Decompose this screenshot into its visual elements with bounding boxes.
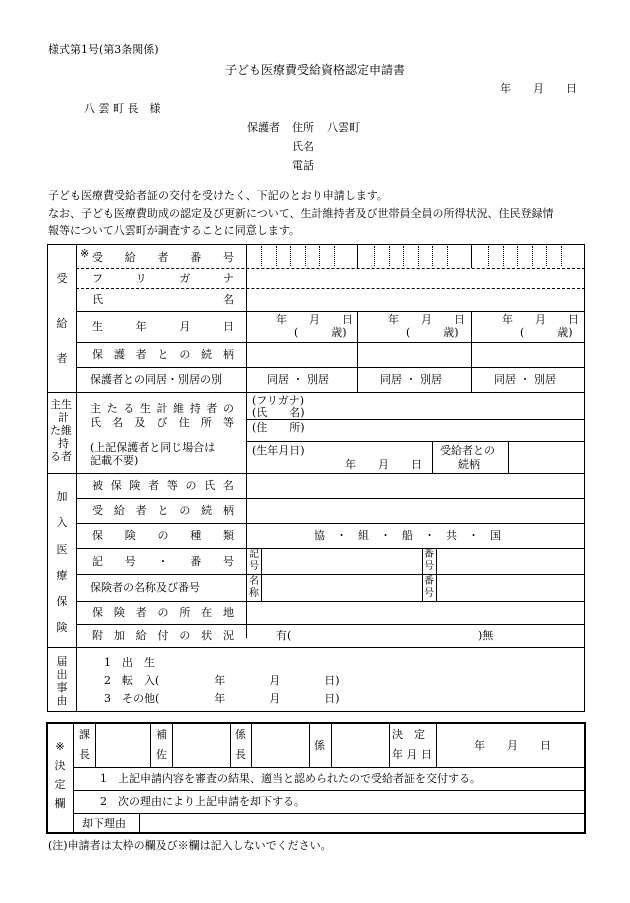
supporter-label-4: 記載不要)	[90, 454, 139, 467]
insurance-label-6: 険	[56, 621, 68, 634]
insurer-small-1: 名	[249, 576, 259, 587]
benefit-label: 附 加 給 付 の 状 況	[92, 629, 234, 642]
stamp-kakari-1: 係	[235, 728, 246, 741]
page-title: 子ども医療費受給資格認定申請書	[224, 63, 405, 77]
insurer-label: 保険者の名称及び番号	[90, 581, 200, 594]
stamp-ka-2: 長	[79, 748, 90, 761]
recipient-label-2: 給	[56, 317, 68, 330]
supporter-section-label-4: 持	[58, 437, 69, 450]
decision-line-1: 1 上記申請内容を審査の結果、適当と認められたので受給者証を交付する。	[100, 772, 481, 785]
number-mark: ※	[80, 247, 90, 260]
cohabit-option-3[interactable]: 同居 ・ 別居	[494, 373, 556, 386]
supporter-label-2: 氏 名 及 び 住 所 等	[90, 416, 234, 429]
supporter-label-3: (上記保護者と同じ場合は	[90, 441, 216, 454]
reject-reason-label: 却下理由	[82, 817, 126, 830]
insurance-relation-label: 受 給 者 と の 続 柄	[92, 504, 234, 517]
address-label: 住所	[292, 121, 314, 134]
benefit-yes[interactable]: 有(	[276, 629, 292, 642]
supporter-name: (氏 名)	[252, 406, 305, 419]
insurance-label-5: 保	[56, 595, 68, 608]
recipient-section-label: 受	[56, 272, 68, 285]
reason-item-3: 3 その他( 年 月 日)	[104, 692, 340, 705]
stamp-ka-1: 課	[79, 728, 90, 741]
intro-line-1: 子ども医療費受給者証の交付を受けたく、下記のとおり申請します。	[48, 189, 388, 202]
supporter-address: (住 所)	[252, 421, 305, 434]
number-small-1: 番	[424, 549, 434, 560]
supporter-label-1: 主 た る 生 計 維 持 者 の	[90, 402, 234, 415]
supporter-furigana: (フリガナ)	[252, 394, 305, 407]
reason-item-1: 1 出 生	[104, 656, 155, 669]
stamp-kakari: 係	[314, 739, 325, 752]
address-value: 八雲町	[327, 121, 360, 134]
birth-age-2: ( 歳)	[406, 326, 459, 339]
decision-section-label: ※ 決 定 欄	[54, 740, 66, 810]
form-number: 様式第1号(第3条関係)	[48, 43, 159, 56]
date-line: 年 月 日	[500, 82, 577, 95]
supporter-section-label-5: る者	[50, 450, 72, 463]
reason-item-2: 2 転 入( 年 月 日)	[104, 674, 340, 687]
insurance-label-3: 医	[56, 543, 68, 556]
cohabit-label: 保護者との同居・別居の別	[90, 373, 222, 386]
stamp-ho-1: 補	[156, 728, 167, 741]
insurance-type-options[interactable]: 協 ・ 組 ・ 船 ・ 共 ・ 国	[314, 529, 501, 542]
insurer-location-label: 保 険 者 の 所 在 地	[92, 606, 234, 619]
guardian-label: 保護者	[247, 121, 280, 134]
furigana-label: フ リ ガ ナ	[92, 272, 234, 285]
insurance-label-2: 入	[56, 516, 68, 529]
insurance-label-4: 療	[56, 569, 68, 582]
symbol-small-2: 号	[249, 561, 259, 572]
reason-section-label: 届 出 事 由	[56, 655, 68, 707]
birth-date-3: 年 月 日	[502, 313, 579, 326]
supporter-section-label-1: 主生	[50, 398, 72, 411]
relation-label: 保 護 者 と の 続 柄	[92, 348, 234, 361]
addressee: 八 雲 町 長 様	[84, 102, 161, 115]
supporter-section-label-3: た維	[50, 424, 72, 437]
number-small-2: 号	[424, 561, 434, 572]
stamp-ho-2: 佐	[156, 748, 167, 761]
birth-date-2: 年 月 日	[388, 313, 465, 326]
supporter-relation-2: 続柄	[458, 458, 480, 471]
intro-line-2: なお、子ども医療費助成の認定及び更新について、生計維持者及び世帯員全員の所得状況、住民登録情	[48, 207, 554, 220]
benefit-no[interactable]: )無	[478, 629, 494, 642]
birth-date-1: 年 月 日	[276, 313, 353, 326]
insurance-type-label: 保 険 の 種 類	[92, 529, 234, 542]
recipient-number-label: 受 給 者 番 号	[92, 251, 234, 264]
footer-note: (注)申請者は太枠の欄及び※欄は記入しないでください。	[48, 839, 332, 852]
supporter-birthdate: (生年月日)	[252, 444, 305, 457]
cohabit-option-2[interactable]: 同居 ・ 別居	[380, 373, 442, 386]
phone-label: 電話	[292, 159, 314, 172]
intro-line-3: 報等について八雲町が調査することに同意します。	[48, 224, 300, 237]
decision-date-value: 年 月 日	[474, 739, 551, 752]
birth-age-3: ( 歳)	[520, 326, 573, 339]
insurer-num-2: 号	[424, 588, 434, 599]
insurer-num-1: 番	[424, 576, 434, 587]
birthdate-label: 生 年 月 日	[92, 320, 234, 333]
name-label-row: 氏 名	[92, 293, 234, 306]
symbol-number-label: 記 号 ・ 番 号	[92, 555, 234, 568]
insurance-label-1: 加	[56, 490, 68, 503]
stamp-kakari-2: 長	[235, 748, 246, 761]
cohabit-option-1[interactable]: 同居 ・ 別居	[267, 373, 329, 386]
name-label: 氏名	[292, 140, 314, 153]
symbol-small-1: 記	[249, 549, 259, 560]
decision-date-label-2: 年 月 日	[392, 748, 432, 761]
decision-date-label-1: 決 定	[392, 728, 425, 741]
insured-name-label: 被 保 険 者 等 の 氏 名	[92, 479, 234, 492]
supporter-birthdate-value: 年 月 日	[345, 458, 422, 471]
birth-age-1: ( 歳)	[294, 326, 347, 339]
decision-line-2: 2 次の理由により上記申請を却下する。	[100, 795, 305, 808]
supporter-section-label-2: 計	[58, 411, 69, 424]
insurer-small-2: 称	[249, 588, 259, 599]
supporter-relation-1: 受給者との	[440, 444, 495, 457]
recipient-label-3: 者	[56, 352, 68, 365]
